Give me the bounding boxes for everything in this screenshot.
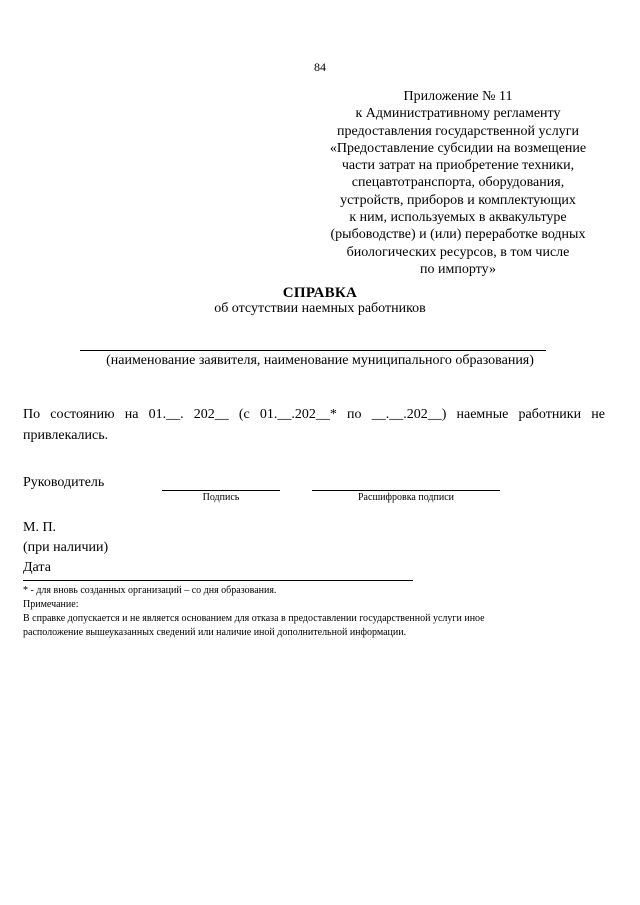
appendix-line: предоставления государственной услуги — [337, 123, 579, 139]
appendix-line: по импорту» — [420, 261, 496, 277]
appendix-line: к ним, используемых в аквакультуре — [349, 210, 567, 226]
appendix-line: устройств, приборов и комплектующих — [340, 192, 576, 208]
status-word: не — [591, 407, 605, 422]
status-word: 202__ — [193, 407, 229, 422]
status-word: 01.__. — [148, 407, 184, 422]
status-statement — [23, 404, 605, 446]
appendix-line: «Предоставление субсидии на возмещение — [329, 140, 587, 156]
status-line-1 — [23, 404, 605, 425]
signature-line — [162, 490, 280, 491]
status-word: на — [124, 407, 139, 422]
footnote-separator — [23, 580, 413, 581]
appendix-line: биологических ресурсов, в том числе — [346, 244, 570, 260]
signature-decode-caption: Расшифровка подписи — [358, 492, 454, 503]
status-word: 01.__.202__* — [259, 407, 337, 422]
appendix-line: Приложение № 11 — [403, 89, 513, 104]
note-line: расположение вышеуказанных сведений или наличие иной дополнительной информации. — [23, 627, 407, 638]
stamp-line: (при наличии) — [23, 540, 109, 555]
stamp-line: М. П. — [23, 520, 57, 535]
applicant-caption: (наименование заявителя, наименование муниципального образования) — [106, 353, 534, 368]
signature-caption: Подпись — [202, 492, 240, 503]
appendix-line: (рыбоводстве) и (или) переработке водных — [330, 227, 586, 243]
status-word: по — [347, 407, 362, 422]
head-label: Руководитель — [23, 475, 105, 490]
status-word: По — [23, 407, 41, 422]
stamp-line: Дата — [23, 560, 51, 575]
note-label: Примечание: — [23, 599, 79, 610]
note-line: В справке допускается и не является основанием для отказа в предоставлении государственной услуги иное — [23, 613, 485, 624]
appendix-line: части затрат на приобретение техники, — [341, 158, 575, 174]
footnotes — [23, 584, 598, 640]
status-word: (с — [238, 407, 250, 422]
status-line-2: привлекались. — [23, 428, 109, 443]
status-word: работники — [518, 407, 582, 422]
applicant-fill-line — [80, 350, 546, 351]
page-number: 84 — [314, 60, 326, 74]
status-word: наемные — [456, 407, 509, 422]
appendix-line: к Административному регламенту — [355, 106, 561, 122]
asterisk-note: * - для вновь созданных организаций – со дня образования. — [23, 585, 277, 596]
stamp-block — [23, 518, 108, 578]
appendix-header — [318, 88, 598, 278]
status-word: состоянию — [50, 407, 115, 422]
signature-decode-line — [312, 490, 500, 491]
document-subtitle: об отсутствии наемных работников — [214, 301, 426, 316]
document-title: СПРАВКА — [282, 285, 358, 301]
status-word: __.__.202__) — [371, 407, 447, 422]
appendix-line: спецавтотранспорта, оборудования, — [351, 175, 565, 191]
